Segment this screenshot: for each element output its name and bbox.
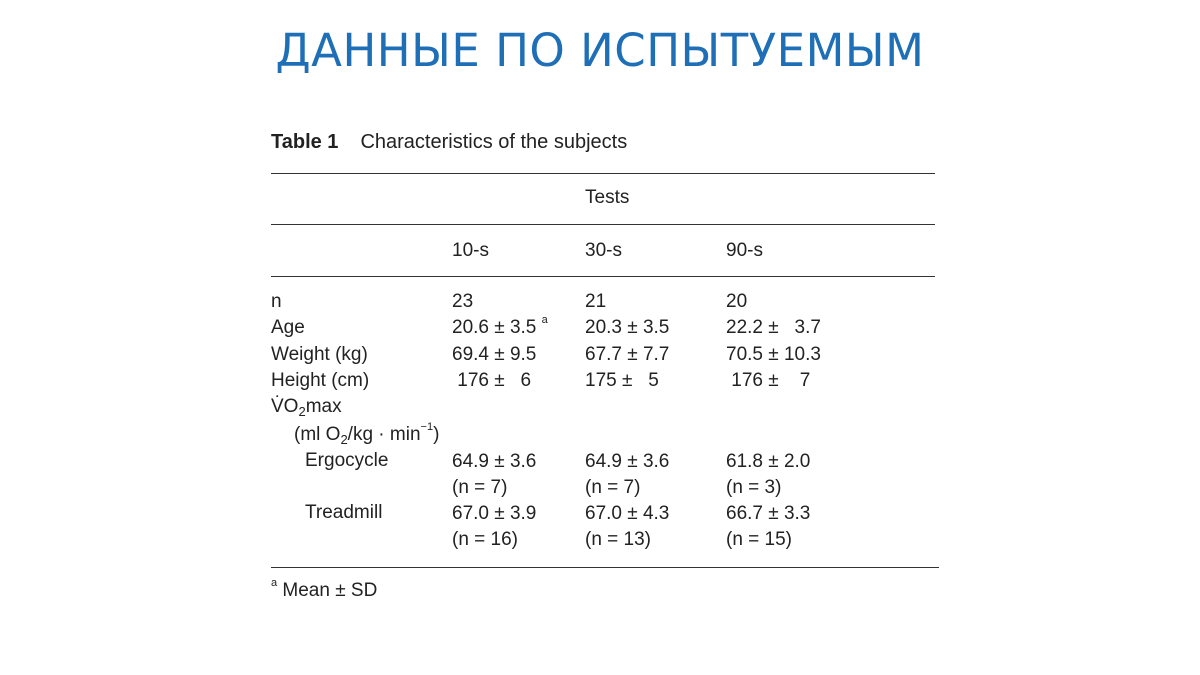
cell-age-10s-value: 20.6 ± 3.5 — [452, 317, 537, 338]
row-label-treadmill: Treadmill — [305, 502, 383, 523]
cell-weight-30s: 67.7 ± 7.7 — [585, 344, 670, 365]
table-title — [271, 131, 627, 154]
vo2-unit-close: ) — [433, 424, 440, 445]
cell-ergocycle-30s: 64.9 ± 3.6 — [585, 451, 670, 472]
table-caption: Characteristics of the subjects — [360, 131, 628, 153]
cell-height-10s: 176 ± 6 — [452, 370, 532, 391]
row-label-n: n — [271, 291, 282, 312]
table-header-rule — [271, 276, 935, 277]
cell-ergocycle-90s: 61.8 ± 2.0 — [726, 451, 811, 472]
table-bottom-rule — [271, 567, 939, 568]
cell-height-90s: 176 ± 7 — [726, 370, 811, 391]
vo2-unit-mid: /kg · min — [347, 424, 421, 445]
cell-ergocycle-count-10s: (n = 7) — [452, 477, 508, 498]
row-label-vo2max — [271, 396, 342, 419]
row-label-height: Height (cm) — [271, 370, 370, 391]
group-header-tests: Tests — [585, 187, 630, 208]
table-top-rule — [271, 173, 935, 174]
cell-n-30s: 21 — [585, 291, 607, 312]
cell-age-30s: 20.3 ± 3.5 — [585, 317, 670, 338]
cell-treadmill-count-90s: (n = 15) — [726, 529, 793, 550]
row-label-ergocycle: Ergocycle — [305, 450, 389, 471]
cell-age-10s — [452, 314, 548, 338]
cell-ergocycle-count-30s: (n = 7) — [585, 477, 641, 498]
footnote-mark: a — [271, 577, 278, 589]
cell-treadmill-10s: 67.0 ± 3.9 — [452, 503, 537, 524]
cell-treadmill-count-30s: (n = 13) — [585, 529, 652, 550]
row-label-weight: Weight (kg) — [271, 344, 368, 365]
cell-treadmill-count-10s: (n = 16) — [452, 529, 519, 550]
cell-ergocycle-10s: 64.9 ± 3.6 — [452, 451, 537, 472]
cell-treadmill-30s: 67.0 ± 4.3 — [585, 503, 670, 524]
table-label: Table 1 — [271, 131, 339, 153]
cell-treadmill-90s: 66.7 ± 3.3 — [726, 503, 811, 524]
vo2-unit-open: (ml O — [294, 424, 341, 445]
vo2-label-sub: 2 — [298, 404, 306, 419]
footnote-marker: a — [541, 314, 548, 326]
cell-weight-90s: 70.5 ± 10.3 — [726, 344, 821, 365]
row-label-age: Age — [271, 317, 305, 338]
column-header-30s: 30-s — [585, 240, 622, 261]
row-label-vo2max-unit — [294, 421, 440, 447]
cell-ergocycle-count-90s: (n = 3) — [726, 477, 782, 498]
vo2-unit-sup: −1 — [420, 421, 434, 433]
vo2-label-tail: max — [305, 396, 342, 417]
table-footnote — [271, 577, 378, 601]
footnote-text: Mean ± SD — [277, 580, 378, 601]
vo2-label-main: V̇O — [271, 396, 299, 417]
cell-n-90s: 20 — [726, 291, 748, 312]
column-header-90s: 90-s — [726, 240, 763, 261]
table-group-rule — [271, 224, 935, 225]
cell-n-10s: 23 — [452, 291, 474, 312]
slide-title: ДАННЫЕ ПО ИСПЫТУЕМЫМ — [275, 24, 925, 77]
cell-weight-10s: 69.4 ± 9.5 — [452, 344, 537, 365]
cell-height-30s: 175 ± 5 — [585, 370, 659, 391]
cell-age-90s: 22.2 ± 3.7 — [726, 317, 821, 338]
vo2-unit-sub: 2 — [340, 432, 348, 447]
column-header-10s: 10-s — [452, 240, 489, 261]
